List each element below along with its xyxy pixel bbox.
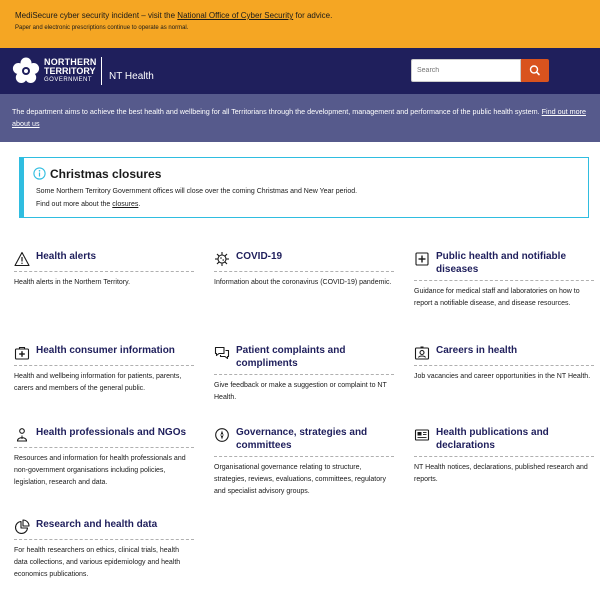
card-careers[interactable]	[414, 344, 594, 383]
card-title[interactable]: Health alerts	[36, 251, 97, 262]
card-covid-19[interactable]	[214, 250, 394, 289]
card-description: For health researchers on ethics, clinical trials, health data collections, and various epidemiology and health economics publications.	[14, 547, 181, 578]
logo-divider	[101, 57, 102, 85]
card-health-professionals[interactable]	[14, 426, 194, 489]
mission-statement: The department aims to achieve the best health and wellbeing for all Territorians through the development, management and performance of the public health system. Find out more about us	[0, 94, 600, 142]
card-title[interactable]: Health publications and declarations	[436, 427, 549, 451]
card-title[interactable]: COVID-19	[236, 251, 283, 262]
card-title[interactable]: Research and health data	[36, 519, 158, 530]
card-title[interactable]: Governance, strategies and committees	[236, 427, 368, 451]
card-health-alerts[interactable]	[14, 250, 194, 289]
medical-plus-icon	[414, 251, 430, 267]
card-title[interactable]: Health professionals and NGOs	[36, 427, 187, 438]
search-button[interactable]	[521, 59, 549, 82]
chat-bubbles-icon	[214, 345, 230, 361]
people-icon	[14, 427, 30, 443]
christmas-closures-notice	[19, 157, 589, 218]
card-description: Organisational governance relating to structure, strategies, reviews, evaluations, committees, regulatory and specialist advisory groups.	[214, 464, 386, 495]
card-title[interactable]: Public health and notifiable diseases	[436, 251, 567, 275]
logo-wordmark[interactable]: NORTHERN TERRITORY GOVERNMENT	[44, 57, 97, 83]
search-input[interactable]	[411, 59, 521, 82]
pie-chart-icon	[14, 519, 30, 535]
alert-subline: Paper and electronic prescriptions continue to operate as normal.	[15, 25, 189, 31]
warning-icon	[14, 251, 30, 267]
compass-icon	[214, 427, 230, 443]
about-us-link[interactable]: Find out more about us	[12, 107, 586, 128]
card-title[interactable]: Patient complaints and compliments	[236, 345, 346, 369]
card-description: Give feedback or make a suggestion or complaint to NT Health.	[214, 382, 387, 401]
closures-link[interactable]: closures	[112, 201, 139, 208]
nt-government-logo-icon[interactable]	[11, 56, 41, 86]
notice-line-2: Find out more about the closures.	[36, 201, 141, 208]
card-description: NT Health notices, declarations, published research and reports.	[414, 464, 588, 483]
virus-icon	[214, 251, 230, 267]
card-description: Job vacancies and career opportunities in the NT Health.	[414, 373, 591, 380]
card-description: Health and wellbeing information for patients, parents, carers and members of the general public.	[14, 373, 182, 392]
first-aid-kit-icon	[14, 345, 30, 361]
card-description: Resources and information for health professionals and non-government organisations including policies, legislation, research and data.	[14, 455, 186, 486]
card-patient-complaints[interactable]	[214, 344, 394, 404]
alert-message: MediSecure cyber security incident – visit the National Office of Cyber Security for advice.	[15, 11, 333, 20]
card-publications[interactable]	[414, 426, 594, 486]
card-description: Guidance for medical staff and laboratories on how to report a notifiable disease, and disease resources.	[414, 288, 580, 307]
card-description: Health alerts in the Northern Territory.	[14, 279, 131, 286]
site-name[interactable]: NT Health	[109, 71, 154, 82]
notice-line-1: Some Northern Territory Government offices will close over the coming Christmas and New Year period.	[36, 188, 358, 195]
card-title[interactable]: Health consumer information	[36, 345, 175, 356]
id-badge-icon	[414, 345, 430, 361]
card-governance[interactable]	[214, 426, 394, 498]
notice-title: Christmas closures	[50, 167, 162, 181]
cyber-security-link[interactable]: National Office of Cyber Security	[177, 11, 294, 20]
card-research-data[interactable]	[14, 518, 194, 581]
card-public-health[interactable]	[414, 250, 594, 310]
cyber-alert-banner	[0, 0, 600, 48]
search-icon	[521, 59, 549, 82]
site-header	[0, 48, 600, 94]
card-title[interactable]: Careers in health	[436, 345, 518, 356]
card-description: Information about the coronavirus (COVID-19) pandemic.	[214, 279, 392, 286]
newspaper-icon	[414, 427, 430, 443]
card-health-consumer[interactable]	[14, 344, 194, 395]
